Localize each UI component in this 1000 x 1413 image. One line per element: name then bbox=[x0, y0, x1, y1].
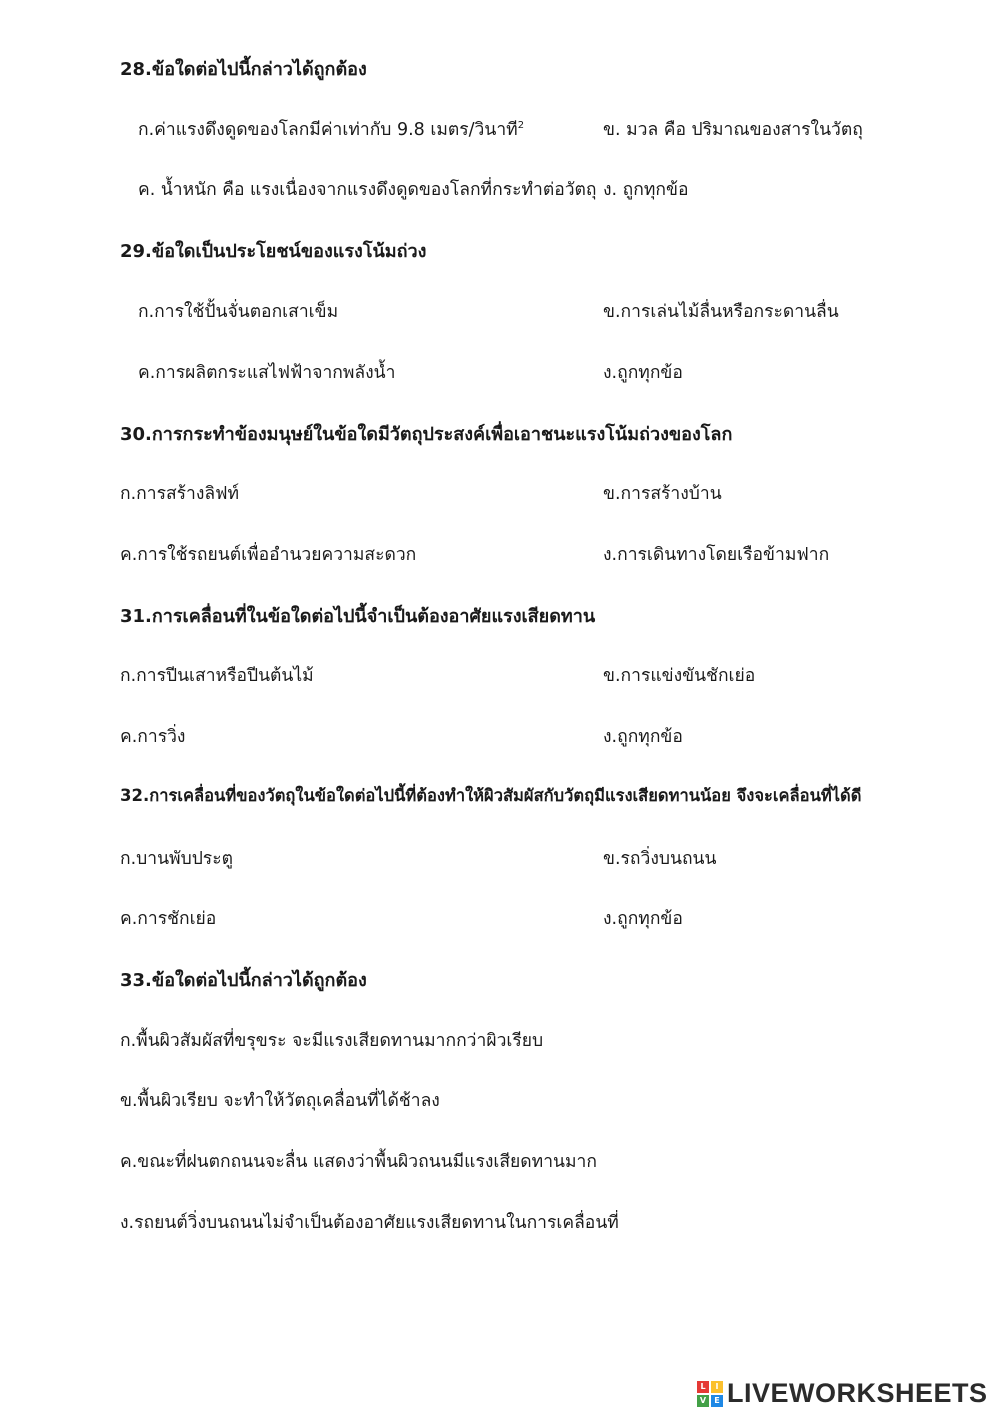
question-29-option-d[interactable]: ง.ถูกทุกข้อ bbox=[603, 363, 683, 383]
question-30-title: 30.การกระทำข้องมนุษย์ในข้อใดมีวัตถุประสงค์เพื่อเอาชนะแรงโน้มถ่วงของโลก bbox=[120, 424, 733, 445]
question-32-option-c[interactable]: ค.การชักเย่อ bbox=[120, 909, 217, 929]
question-32-title: 32.การเคลื่อนที่ของวัตถุในข้อใดต่อไปนี้ที่ต้องทำให้ผิวสัมผัสกับวัตถุมีแรงเสียดทานน้อย จึงจะเคลื่อนที่ได้ดี bbox=[120, 786, 862, 805]
question-29-option-c[interactable]: ค.การผลิตกระแสไฟฟ้าจากพลังน้ำ bbox=[138, 363, 396, 383]
logo-letter-v: V bbox=[697, 1395, 709, 1407]
question-30-option-d[interactable]: ง.การเดินทางโดยเรือข้ามฟาก bbox=[603, 545, 830, 565]
question-33-option-b[interactable]: ข.พื้นผิวเรียบ จะทำให้วัตถุเคลื่อนที่ได้ช้าลง bbox=[120, 1091, 440, 1111]
question-32-option-d[interactable]: ง.ถูกทุกข้อ bbox=[603, 909, 683, 929]
logo-letter-i: I bbox=[711, 1381, 723, 1393]
question-33-option-a[interactable]: ก.พื้นผิวสัมผัสที่ขรุขระ จะมีแรงเสียดทานมากกว่าผิวเรียบ bbox=[120, 1031, 544, 1051]
question-32-option-a[interactable]: ก.บานพับประตู bbox=[120, 849, 233, 869]
question-30-option-b[interactable]: ข.การสร้างบ้าน bbox=[603, 484, 722, 504]
question-28-option-b[interactable]: ข. มวล คือ ปริมาณของสารในวัตถุ bbox=[603, 120, 863, 140]
brand-name: LIVEWORKSHEETS bbox=[727, 1378, 988, 1408]
question-29-option-b[interactable]: ข.การเล่นไม้ลื่นหรือกระดานลื่น bbox=[603, 302, 839, 322]
question-29-title: 29.ข้อใดเป็นประโยชน์ของแรงโน้มถ่วง bbox=[120, 241, 427, 262]
question-30-option-c[interactable]: ค.การใช้รถยนต์เพื่ออำนวยความสะดวก bbox=[120, 545, 417, 565]
question-28-option-a[interactable] bbox=[138, 115, 524, 143]
question-33-option-d[interactable]: ง.รถยนต์วิ่งบนถนนไม่จำเป็นต้องอาศัยแรงเสียดทานในการเคลื่อนที่ bbox=[120, 1213, 619, 1233]
question-31-title: 31.การเคลื่อนที่ในข้อใดต่อไปนี้จำเป็นต้องอาศัยแรงเสียดทาน bbox=[120, 606, 596, 627]
question-33-title: 33.ข้อใดต่อไปนี้กล่าวได้ถูกต้อง bbox=[120, 970, 367, 991]
question-31-option-b[interactable]: ข.การแข่งขันชักเย่อ bbox=[603, 666, 756, 686]
logo-letter-l: L bbox=[697, 1381, 709, 1393]
question-31-option-d[interactable]: ง.ถูกทุกข้อ bbox=[603, 727, 683, 747]
question-28-option-c[interactable]: ค. น้ำหนัก คือ แรงเนื่องจากแรงดึงดูดของโลกที่กระทำต่อวัตถุ bbox=[138, 180, 597, 200]
logo-icon bbox=[697, 1381, 723, 1407]
question-32-option-b[interactable]: ข.รถวิ่งบนถนน bbox=[603, 849, 717, 869]
liveworksheets-logo bbox=[697, 1378, 988, 1409]
logo-letter-e: E bbox=[711, 1395, 723, 1407]
option-text: ก.ค่าแรงดึงดูดของโลกมีค่าเท่ากับ 9.8 เมตร/วินาที bbox=[138, 120, 518, 140]
question-29-option-a[interactable]: ก.การใช้ปั้นจั่นตอกเสาเข็ม bbox=[138, 302, 339, 322]
question-31-option-c[interactable]: ค.การวิ่ง bbox=[120, 727, 186, 747]
question-31-option-a[interactable]: ก.การปีนเสาหรือปีนต้นไม้ bbox=[120, 666, 314, 686]
question-30-option-a[interactable]: ก.การสร้างลิฟท์ bbox=[120, 484, 240, 504]
question-28-title: 28.ข้อใดต่อไปนี้กล่าวได้ถูกต้อง bbox=[120, 59, 367, 80]
superscript: 2 bbox=[517, 120, 525, 131]
question-28-option-d[interactable]: ง. ถูกทุกข้อ bbox=[603, 180, 689, 200]
question-33-option-c[interactable]: ค.ขณะที่ฝนตกถนนจะลื่น แสดงว่าพื้นผิวถนนมีแรงเสียดทานมาก bbox=[120, 1152, 597, 1172]
